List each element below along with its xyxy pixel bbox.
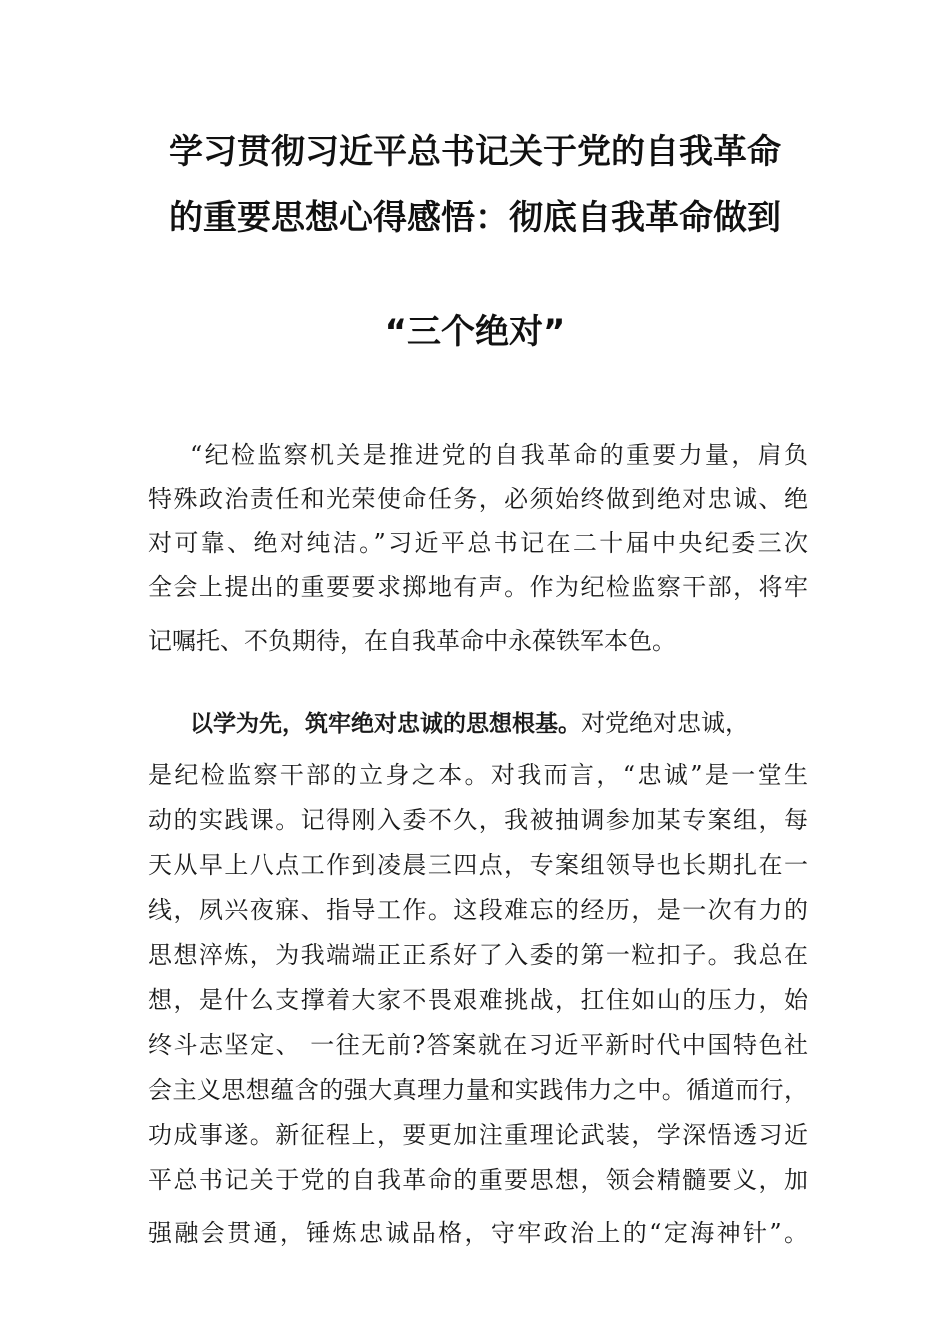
paragraph-2-line-3: 动的实践课。记得刚入委不久，我被抽调参加某专案组，每 — [148, 806, 808, 834]
paragraph-2-line-8: 终斗志坚定、 一往无前?答案就在习近平新时代中国特色社 — [148, 1031, 808, 1059]
paragraph-1-line-4: 全会上提出的重要要求掷地有声。作为纪检监察干部，将牢 — [148, 573, 808, 601]
paragraph-2-line-9: 会主义思想蕴含的强大真理力量和实践伟力之中。循道而行， — [148, 1076, 808, 1104]
paragraph-2-line-5: 线，夙兴夜寐、指导工作。这段难忘的经历，是一次有力的 — [148, 896, 808, 924]
paragraph-2-lead-heading: 以学为先，筑牢绝对忠诚的思想根基。 — [190, 711, 581, 737]
paragraph-1-line-2: 特殊政治责任和光荣使命任务，必须始终做到绝对忠诚、绝 — [148, 485, 808, 513]
paragraph-2-line-4: 天从早上八点工作到凌晨三四点，专案组领导也长期扎在一 — [148, 851, 808, 879]
paragraph-2-line-7: 想，是什么支撑着大家不畏艰难挑战，扛住如山的压力，始 — [148, 986, 808, 1014]
paragraph-2-line-6: 思想淬炼，为我端端正正系好了入委的第一粒扣子。我总在 — [148, 941, 808, 969]
paragraph-1-line-5: 记嘱托、不负期待，在自我革命中永葆铁军本色。 — [148, 627, 676, 655]
title-line-1: 学习贯彻习近平总书记关于党的自我革命 — [169, 132, 781, 172]
title-line-2: 的重要思想心得感悟：彻底自我革命做到 — [169, 198, 781, 238]
paragraph-2-line-12: 强融会贯通，锤炼忠诚品格，守牢政治上的“定海神针”。 — [148, 1219, 808, 1247]
paragraph-2-line-2: 是纪检监察干部的立身之本。对我而言，“忠诚”是一堂生 — [148, 761, 808, 789]
paragraph-2-line-10: 功成事遂。新征程上，要更加注重理论武装，学深悟透习近 — [148, 1121, 808, 1149]
paragraph-2-line-11: 平总书记关于党的自我革命的重要思想，领会精髓要义，加 — [148, 1166, 808, 1194]
paragraph-1-line-3: 对可靠、绝对纯洁。”习近平总书记在二十届中央纪委三次 — [148, 529, 808, 557]
title-line-3: “三个绝对” — [384, 312, 566, 352]
paragraph-2-first-line-text: 对党绝对忠诚， — [581, 709, 749, 737]
paragraph-1-line-1: “纪检监察机关是推进党的自我革命的重要力量，肩负 — [190, 441, 808, 469]
paragraph-2-line-1 — [190, 708, 808, 739]
